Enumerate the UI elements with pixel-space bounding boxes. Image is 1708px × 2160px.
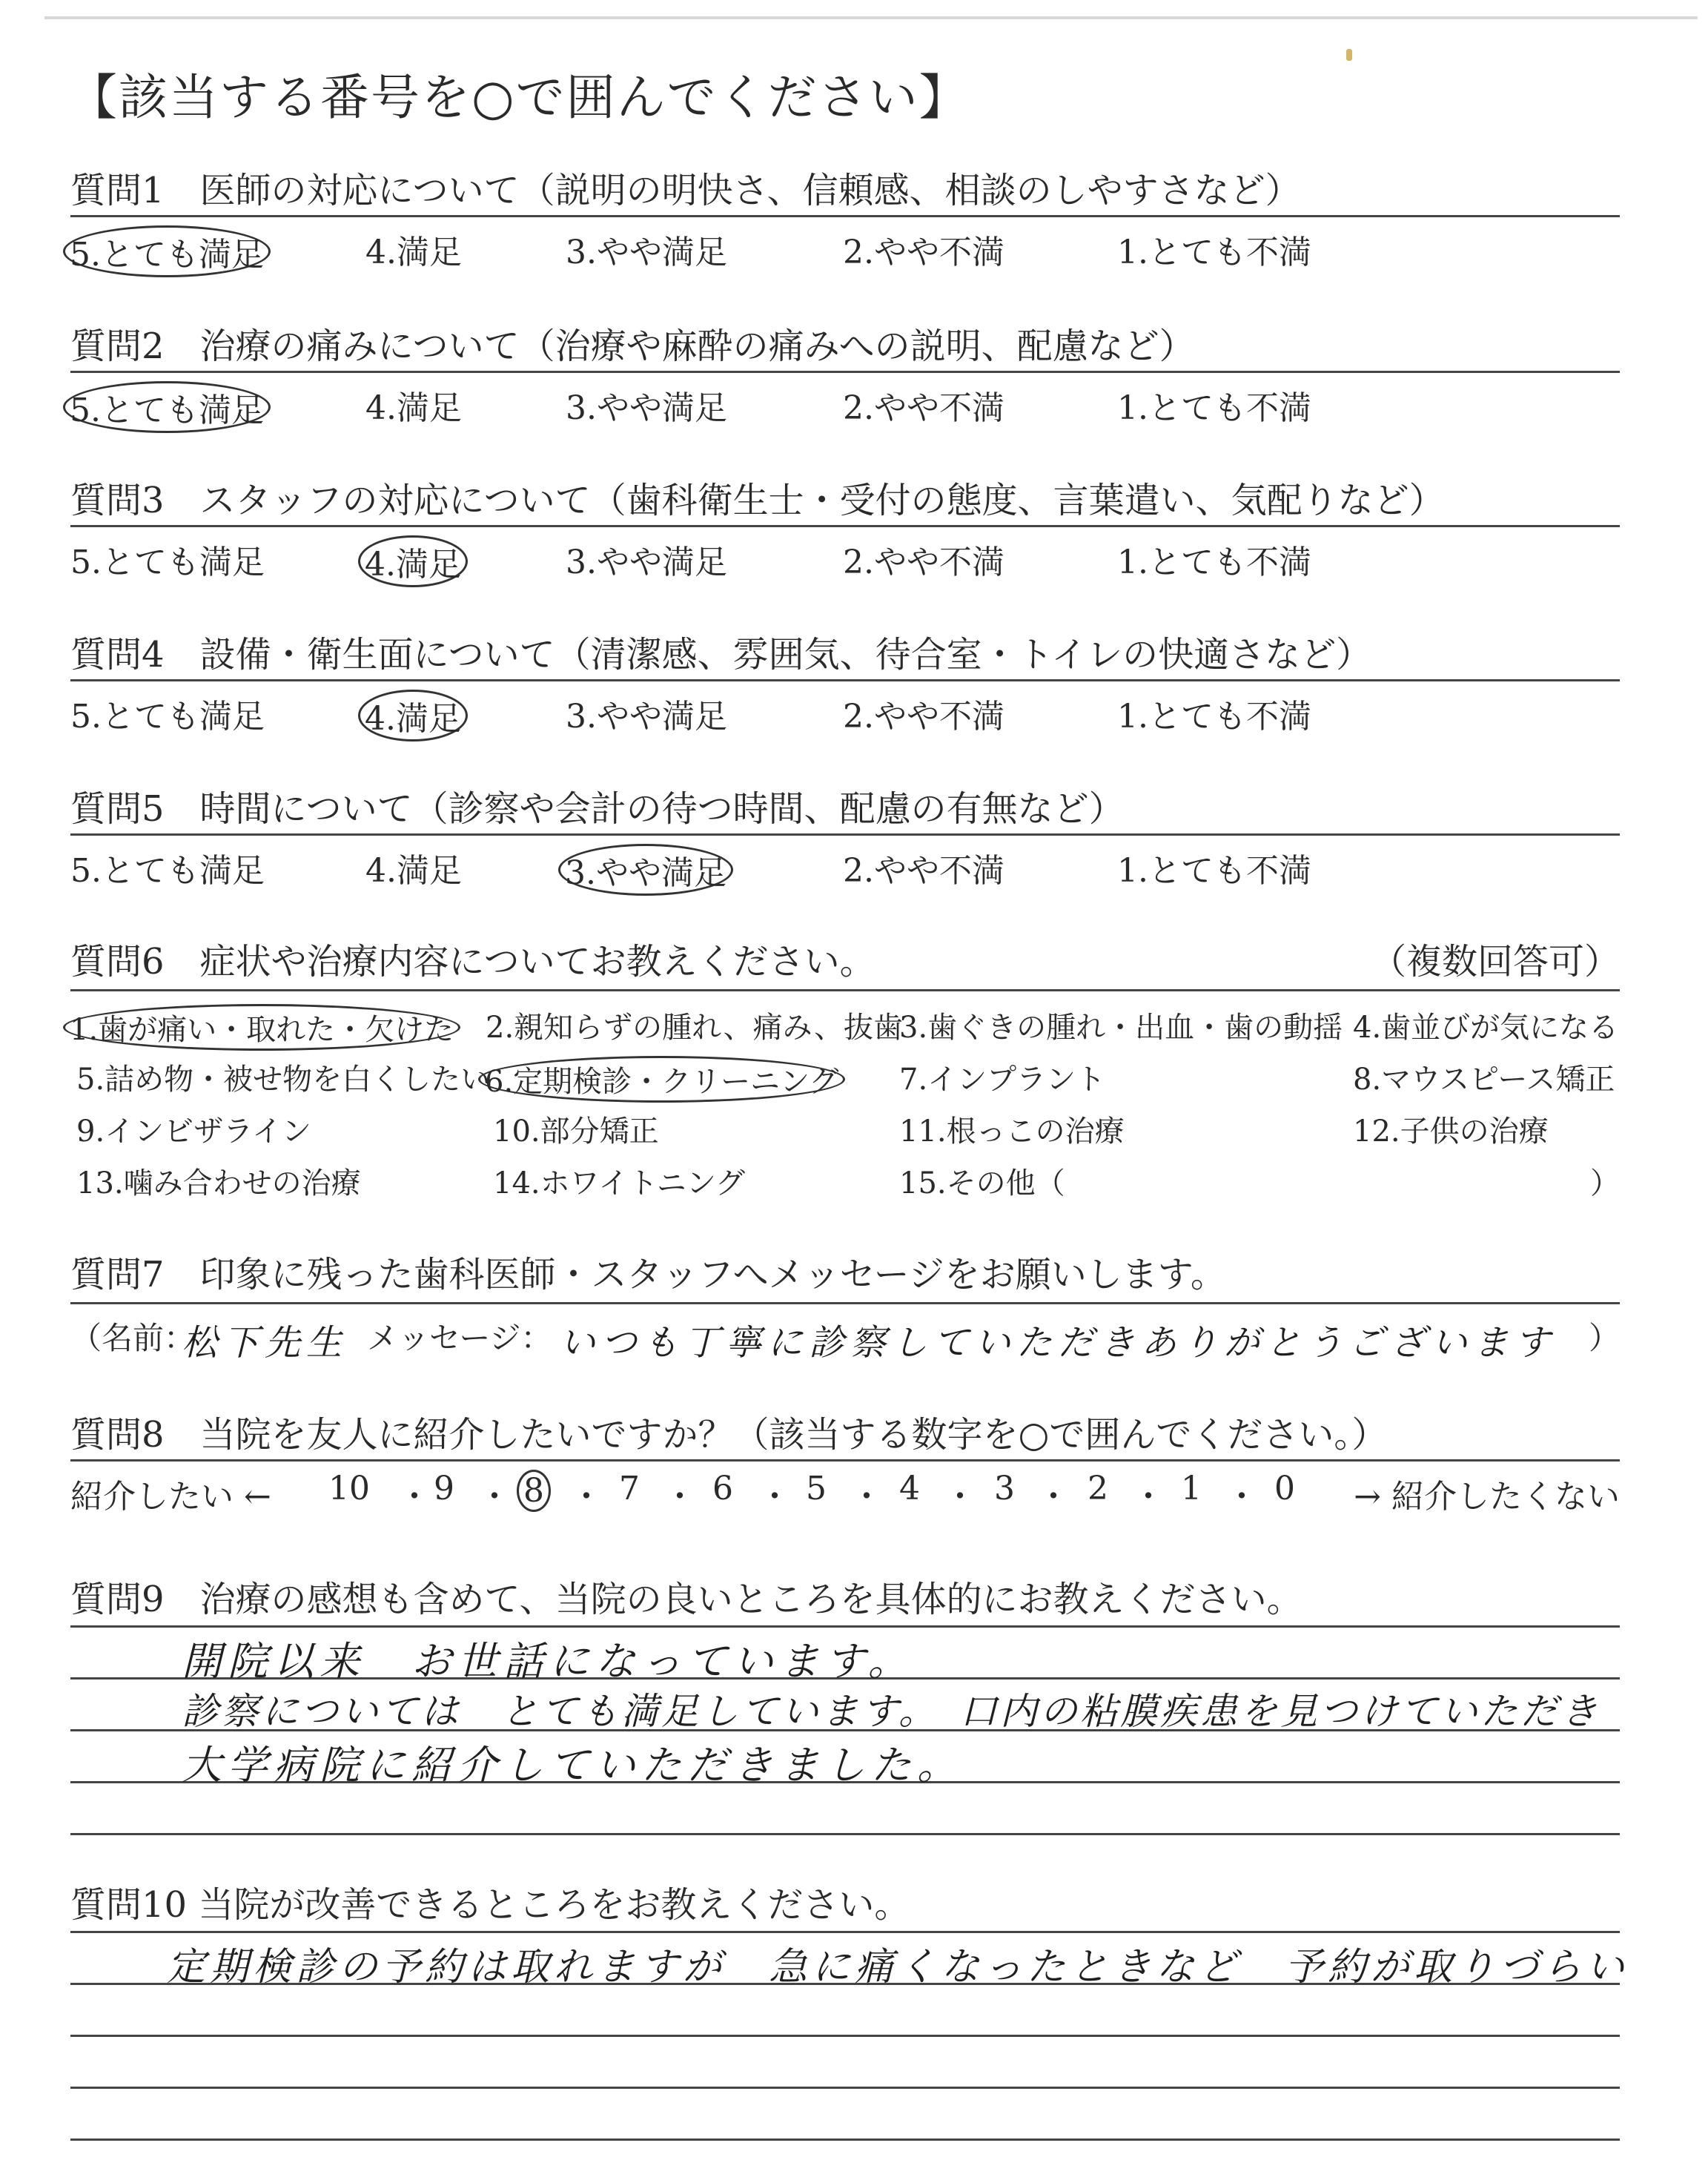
q4-option-1[interactable]: 1.とても不満 [1117,698,1311,736]
selection-circle: 3.やや満足 [558,844,733,896]
selection-circle: 4.満足 [358,535,468,587]
q5-option-5[interactable]: 5.とても満足 [70,852,265,890]
name-label: （名前： [70,1320,196,1356]
scale-7[interactable]: 7 [619,1470,640,1507]
q3-option-4[interactable] [365,535,468,587]
q1-option-1[interactable]: 1.とても不満 [1117,234,1311,271]
scale-dot: ・ [570,1478,603,1516]
question-6-rule [70,989,1620,991]
q6-option-1[interactable] [70,1004,460,1051]
scale-left-label: 紹介したい ← [70,1478,271,1516]
answer-line [70,1931,1620,1933]
scale-10[interactable]: 10 [328,1470,370,1507]
q6-option-7[interactable]: 7.インプラント [899,1063,1106,1097]
message-label: メッセージ： [367,1320,552,1356]
q2-option-1[interactable]: 1.とても不満 [1117,389,1311,427]
message-value[interactable]: いつも丁寧に診察していただきありがとうございます [560,1322,1557,1364]
scale-dot: ・ [850,1478,883,1516]
answer-line [70,2138,1620,2141]
q2-option-4[interactable]: 4.満足 [365,389,462,427]
q1-option-4[interactable]: 4.満足 [365,234,462,271]
q9-answer-line-1[interactable]: 開院以来 お世話になっています。 [182,1638,914,1685]
selection-circle: 6.定期検診・クリーニング [478,1056,845,1103]
scale-dot: ・ [1225,1478,1258,1516]
scale-dot: ・ [1037,1478,1070,1516]
scale-dot: ・ [398,1478,431,1516]
q6-option-8[interactable]: 8.マウスピース矯正 [1353,1063,1615,1097]
q6-option-3[interactable]: 3.歯ぐきの腫れ・出血・歯の動揺 [899,1011,1343,1045]
question-4-title: 質問4 設備・衛生面について（清潔感、雰囲気、待合室・トイレの快適さなど） [70,634,1372,676]
q3-option-3[interactable]: 3.やや満足 [566,544,727,581]
question-5-title: 質問5 時間について（診察や会計の待つ時間、配慮の有無など） [70,788,1125,830]
scale-9[interactable]: 9 [434,1470,454,1507]
q6-option-6[interactable] [486,1056,845,1103]
q6-option-4[interactable]: 4.歯並びが気になる [1353,1011,1619,1045]
scale-1[interactable]: 1 [1181,1470,1202,1507]
q2-option-3[interactable]: 3.やや満足 [566,389,727,427]
q5-option-2[interactable]: 2.やや不満 [843,852,1004,890]
q9-answer-line-2[interactable]: 診察については とても満足しています。 口内の粘膜疾患を見つけていただき [182,1690,1601,1733]
scale-dot: ・ [478,1478,511,1516]
q4-option-2[interactable]: 2.やや不満 [843,698,1004,736]
answer-line [70,1625,1620,1628]
scale-4[interactable]: 4 [899,1470,920,1507]
q6-option-14[interactable]: 14.ホワイトニング [493,1166,746,1200]
q1-option-5[interactable] [70,225,271,277]
question-6-title: 質問6 症状や治療内容についてお教えください。 [70,941,875,982]
q3-option-5[interactable]: 5.とても満足 [70,544,265,581]
question-1-title: 質問1 医師の対応について（説明の明快さ、信頼感、相談のしやすさなど） [70,170,1301,211]
answer-line [70,2087,1620,2089]
answer-line [70,2035,1620,2037]
q5-option-3[interactable] [566,844,733,896]
q6-option-13[interactable]: 13.噛み合わせの治療 [76,1166,361,1200]
scale-dot: ・ [1132,1478,1165,1516]
selection-circle: 5.とても満足 [63,225,271,277]
q3-option-1[interactable]: 1.とても不満 [1117,544,1311,581]
question-8-rule [70,1459,1620,1462]
scale-8[interactable] [524,1470,551,1512]
question-7-title: 質問7 印象に残った歯科医師・スタッフへメッセージをお願いします。 [70,1254,1226,1295]
answer-line [70,1833,1620,1835]
q6-option-11[interactable]: 11.根っこの治療 [899,1114,1125,1149]
q1-option-3[interactable]: 3.やや満足 [566,234,727,271]
q4-option-4[interactable] [365,690,468,742]
q3-option-2[interactable]: 2.やや不満 [843,544,1004,581]
scale-5[interactable]: 5 [806,1470,827,1507]
question-5-rule [70,833,1620,836]
question-3-title: 質問3 スタッフの対応について（歯科衛生士・受付の態度、言葉遣い、気配りなど） [70,480,1445,521]
q6-option-5[interactable]: 5.詰め物・被せ物を白くしたい [76,1063,491,1097]
name-value[interactable]: 松下先生 [182,1322,348,1364]
q6-option-10[interactable]: 10.部分矯正 [493,1114,659,1149]
question-6-note: （複数回答可） [1370,941,1620,982]
q4-option-3[interactable]: 3.やや満足 [566,698,727,736]
question-9-title: 質問9 治療の感想も含めて、当院の良いところを具体的にお教えください。 [70,1579,1302,1620]
q10-answer-line-1[interactable]: 定期検診の予約は取れますが 急に痛くなったときなど 予約が取りづらい [167,1945,1629,1989]
scale-dot: ・ [944,1478,976,1516]
selection-circle: 5.とても満足 [63,381,271,433]
form-heading: 【該当する番号を○で囲んでください】 [68,69,970,126]
question-3-rule [70,525,1620,527]
question-7-rule [70,1302,1620,1304]
selection-circle: 1.歯が痛い・取れた・欠けた [63,1004,460,1051]
q1-option-2[interactable]: 2.やや不満 [843,234,1004,271]
q6-option-12[interactable]: 12.子供の治療 [1353,1114,1549,1149]
selection-circle: 8 [517,1470,551,1512]
q2-option-2[interactable]: 2.やや不満 [843,389,1004,427]
scale-dot: ・ [758,1478,791,1516]
paper-speck [1346,49,1352,61]
question-10-title: 質問10 当院が改善できるところをお教えください。 [70,1884,910,1926]
question-4-rule [70,679,1620,681]
q6-option-9[interactable]: 9.インビザライン [76,1114,311,1149]
q5-option-1[interactable]: 1.とても不満 [1117,852,1311,890]
question-1-rule [70,215,1620,217]
top-border [44,16,1698,19]
q6-option-2[interactable]: 2.親知らずの腫れ、痛み、抜歯 [486,1011,903,1045]
scale-2[interactable]: 2 [1088,1470,1108,1507]
question-2-title: 質問2 治療の痛みについて（治療や麻酔の痛みへの説明、配慮など） [70,326,1195,367]
question-2-rule [70,371,1620,373]
scale-dot: ・ [663,1478,696,1516]
q4-option-5[interactable]: 5.とても満足 [70,698,265,736]
q6-option-15[interactable]: 15.その他（ [899,1166,1065,1200]
question-8-title: 質問8 当院を友人に紹介したいですか？（該当する数字を○で囲んでください。） [70,1414,1388,1456]
q9-answer-line-3[interactable]: 大学病院に紹介していただきました。 [182,1742,963,1789]
q2-option-5[interactable] [70,381,271,433]
scale-right-label: → 紹介したくない [1354,1478,1620,1516]
message-close: ） [1588,1320,1620,1356]
scale-3[interactable]: 3 [994,1470,1015,1507]
scale-0[interactable]: 0 [1274,1470,1295,1507]
q5-option-4[interactable]: 4.満足 [365,852,462,890]
scale-6[interactable]: 6 [712,1470,733,1507]
selection-circle: 4.満足 [358,690,468,742]
q6-option-15-close: ） [1590,1166,1620,1200]
